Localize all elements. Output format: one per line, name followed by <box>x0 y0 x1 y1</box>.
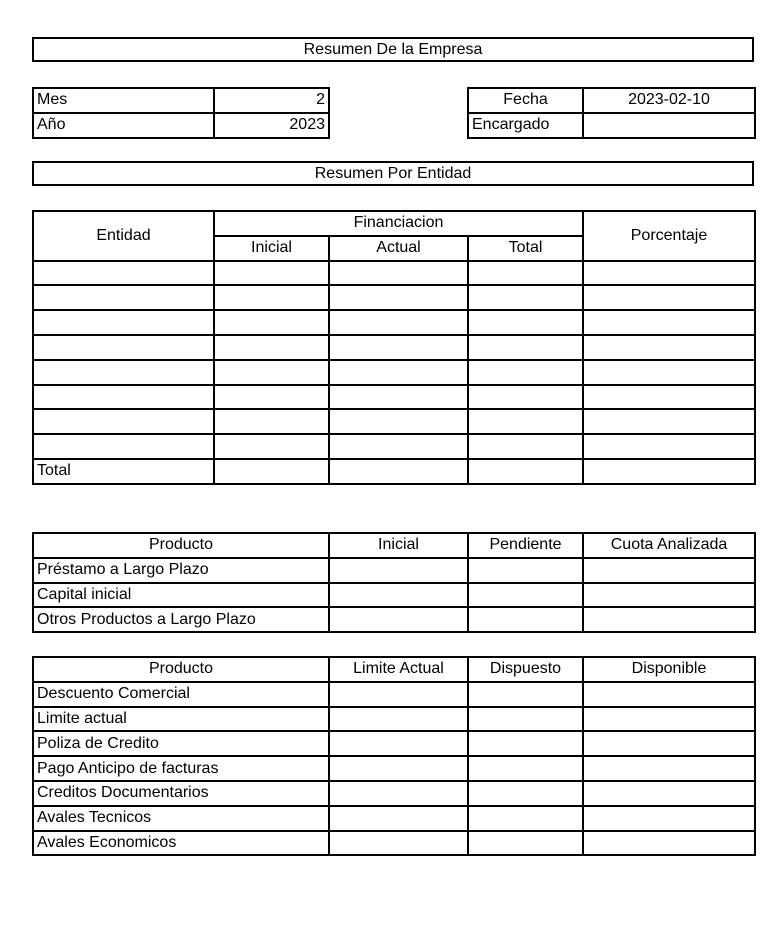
inicial-cell[interactable] <box>214 310 329 335</box>
inicial-cell[interactable] <box>214 434 329 459</box>
table-row <box>33 731 755 756</box>
pendiente-cell[interactable] <box>468 558 583 583</box>
total-cell[interactable] <box>468 409 583 434</box>
cuota-cell[interactable] <box>583 558 755 583</box>
total-row-label: Total <box>33 459 214 484</box>
credit-product-name: Poliza de Credito <box>33 731 329 756</box>
total-cell[interactable] <box>468 385 583 410</box>
table-row <box>33 682 755 707</box>
dispuesto-cell[interactable] <box>468 707 583 732</box>
actual-cell[interactable] <box>329 285 468 310</box>
disponible-cell[interactable] <box>583 682 755 707</box>
actual-cell[interactable] <box>329 385 468 410</box>
product-table <box>32 532 756 633</box>
entity-cell[interactable] <box>33 261 214 286</box>
total-actual-cell[interactable] <box>329 459 468 484</box>
table-row <box>33 781 755 806</box>
table-row <box>33 558 755 583</box>
porcentaje-cell[interactable] <box>583 285 755 310</box>
limite-cell[interactable] <box>329 731 468 756</box>
product-name: Préstamo a Largo Plazo <box>33 558 329 583</box>
encargado-label: Encargado <box>468 113 583 138</box>
total-cell[interactable] <box>468 261 583 286</box>
table-row <box>33 607 755 632</box>
table-row <box>33 434 755 459</box>
pendiente-cell[interactable] <box>468 607 583 632</box>
encargado-value[interactable] <box>583 113 755 138</box>
table-row <box>33 261 755 286</box>
limite-cell[interactable] <box>329 831 468 856</box>
inicial-cell[interactable] <box>214 285 329 310</box>
table-row <box>33 385 755 410</box>
credit-table <box>32 656 756 856</box>
company-summary-title: Resumen De la Empresa <box>33 38 753 61</box>
table-row <box>33 583 755 608</box>
total-total-cell[interactable] <box>468 459 583 484</box>
inicial-cell[interactable] <box>214 409 329 434</box>
inicial-header: Inicial <box>214 236 329 261</box>
pendiente-header: Pendiente <box>468 533 583 558</box>
mes-value[interactable]: 2 <box>214 88 329 113</box>
date-info-table <box>467 87 756 139</box>
entity-cell[interactable] <box>33 310 214 335</box>
dispuesto-header: Dispuesto <box>468 657 583 682</box>
cuota-analizada-header: Cuota Analizada <box>583 533 755 558</box>
table-row <box>33 335 755 360</box>
limite-cell[interactable] <box>329 756 468 781</box>
porcentaje-cell[interactable] <box>583 385 755 410</box>
fecha-value[interactable]: 2023-02-10 <box>583 88 755 113</box>
total-cell[interactable] <box>468 310 583 335</box>
table-row <box>33 756 755 781</box>
limite-cell[interactable] <box>329 707 468 732</box>
credit-product-name: Pago Anticipo de facturas <box>33 756 329 781</box>
disponible-cell[interactable] <box>583 781 755 806</box>
dispuesto-cell[interactable] <box>468 682 583 707</box>
table-row <box>33 285 755 310</box>
actual-cell[interactable] <box>329 434 468 459</box>
disponible-cell[interactable] <box>583 707 755 732</box>
dispuesto-cell[interactable] <box>468 756 583 781</box>
entidad-header: Entidad <box>33 211 214 261</box>
product-name: Capital inicial <box>33 583 329 608</box>
period-info-table <box>32 87 330 139</box>
porcentaje-header: Porcentaje <box>583 211 755 261</box>
actual-header: Actual <box>329 236 468 261</box>
total-inicial-cell[interactable] <box>214 459 329 484</box>
inicial-cell[interactable] <box>214 261 329 286</box>
disponible-cell[interactable] <box>583 806 755 831</box>
cuota-cell[interactable] <box>583 583 755 608</box>
inicial-cell[interactable] <box>214 335 329 360</box>
credit-product-name: Avales Economicos <box>33 831 329 856</box>
inicial-cell[interactable] <box>214 360 329 385</box>
inicial-cell[interactable] <box>329 607 468 632</box>
entity-cell[interactable] <box>33 409 214 434</box>
product-name: Otros Productos a Largo Plazo <box>33 607 329 632</box>
fecha-label: Fecha <box>468 88 583 113</box>
table-row <box>33 806 755 831</box>
table-row <box>33 409 755 434</box>
entity-summary-title: Resumen Por Entidad <box>33 162 753 185</box>
total-cell[interactable] <box>468 360 583 385</box>
disponible-cell[interactable] <box>583 731 755 756</box>
actual-cell[interactable] <box>329 360 468 385</box>
financiacion-header: Financiacion <box>214 211 583 236</box>
actual-cell[interactable] <box>329 261 468 286</box>
total-cell[interactable] <box>468 335 583 360</box>
table-row <box>33 831 755 856</box>
actual-cell[interactable] <box>329 335 468 360</box>
credit-product-name: Creditos Documentarios <box>33 781 329 806</box>
pendiente-cell[interactable] <box>468 583 583 608</box>
actual-cell[interactable] <box>329 409 468 434</box>
cuota-cell[interactable] <box>583 607 755 632</box>
producto-header: Producto <box>33 533 329 558</box>
actual-cell[interactable] <box>329 310 468 335</box>
inicial-header: Inicial <box>329 533 468 558</box>
dispuesto-cell[interactable] <box>468 731 583 756</box>
total-row <box>33 459 755 484</box>
entity-cell[interactable] <box>33 385 214 410</box>
inicial-cell[interactable] <box>214 385 329 410</box>
limite-cell[interactable] <box>329 806 468 831</box>
total-header: Total <box>468 236 583 261</box>
porcentaje-cell[interactable] <box>583 310 755 335</box>
inicial-cell[interactable] <box>329 583 468 608</box>
mes-label: Mes <box>33 88 214 113</box>
entity-cell[interactable] <box>33 285 214 310</box>
credit-product-name: Avales Tecnicos <box>33 806 329 831</box>
limite-cell[interactable] <box>329 781 468 806</box>
anio-label: Año <box>33 113 214 138</box>
porcentaje-cell[interactable] <box>583 335 755 360</box>
dispuesto-cell[interactable] <box>468 831 583 856</box>
disponible-cell[interactable] <box>583 756 755 781</box>
porcentaje-cell[interactable] <box>583 434 755 459</box>
entity-summary-title-table <box>32 161 754 186</box>
credit-product-name: Descuento Comercial <box>33 682 329 707</box>
producto-header: Producto <box>33 657 329 682</box>
entity-cell[interactable] <box>33 335 214 360</box>
entity-cell[interactable] <box>33 434 214 459</box>
company-summary-title-table <box>32 37 754 62</box>
disponible-cell[interactable] <box>583 831 755 856</box>
porcentaje-cell[interactable] <box>583 261 755 286</box>
limite-actual-header: Limite Actual <box>329 657 468 682</box>
entity-table <box>32 210 756 485</box>
total-cell[interactable] <box>468 285 583 310</box>
total-cell[interactable] <box>468 434 583 459</box>
table-row <box>33 707 755 732</box>
inicial-cell[interactable] <box>329 558 468 583</box>
dispuesto-cell[interactable] <box>468 806 583 831</box>
total-porcentaje-cell[interactable] <box>583 459 755 484</box>
limite-cell[interactable] <box>329 682 468 707</box>
table-row <box>33 310 755 335</box>
disponible-header: Disponible <box>583 657 755 682</box>
entity-cell[interactable] <box>33 360 214 385</box>
table-row <box>33 360 755 385</box>
dispuesto-cell[interactable] <box>468 781 583 806</box>
credit-product-name: Limite actual <box>33 707 329 732</box>
anio-value[interactable]: 2023 <box>214 113 329 138</box>
porcentaje-cell[interactable] <box>583 360 755 385</box>
porcentaje-cell[interactable] <box>583 409 755 434</box>
